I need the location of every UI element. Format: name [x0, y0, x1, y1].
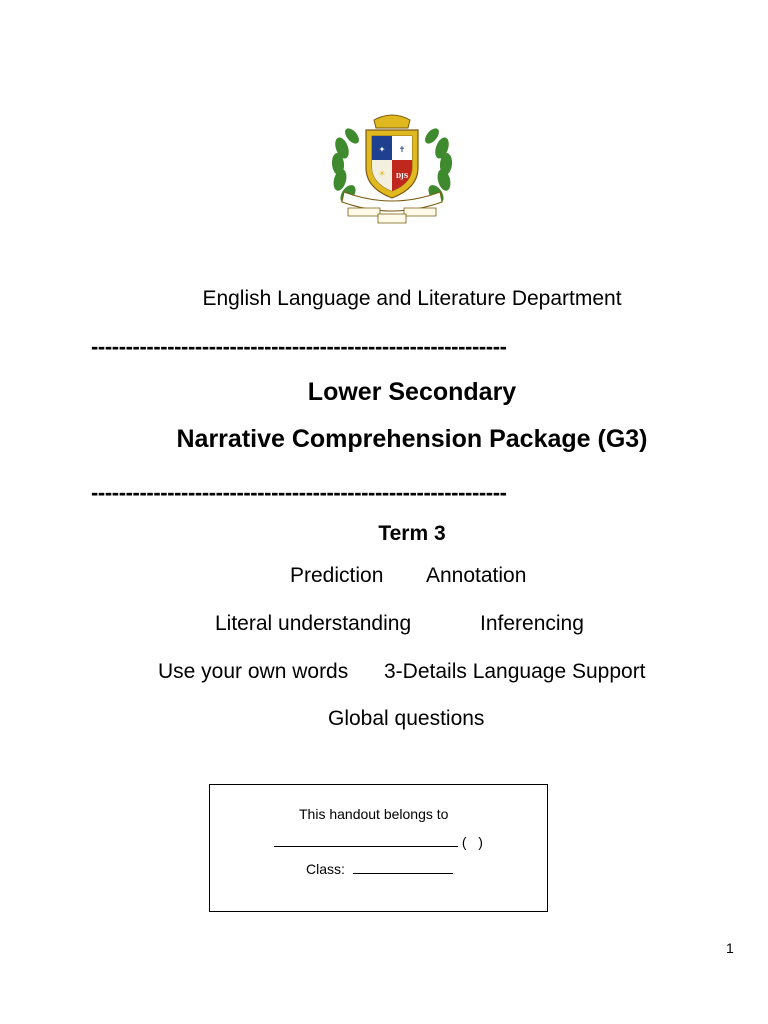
bottom-divider: ------------------------------------------------------------: [91, 482, 507, 504]
class-blank[interactable]: [353, 860, 453, 874]
class-label: Class:: [306, 861, 345, 877]
skill-3-details-language-support: 3-Details Language Support: [384, 660, 646, 683]
svg-text:✝: ✝: [398, 145, 406, 154]
skill-prediction: Prediction: [290, 564, 384, 587]
skill-literal-understanding: Literal understanding: [215, 612, 412, 635]
register-number-brackets: ( ): [461, 834, 483, 850]
level-title: Lower Secondary: [307, 378, 517, 406]
name-blank[interactable]: [274, 833, 458, 847]
package-title: Narrative Comprehension Package (G3): [176, 425, 648, 453]
term-label: Term 3: [378, 522, 446, 545]
page-number: 1: [726, 940, 734, 956]
class-line[interactable]: [306, 860, 453, 877]
skill-use-own-words: Use your own words: [158, 660, 349, 683]
svg-text:☀: ☀: [378, 169, 386, 178]
svg-text:✦: ✦: [378, 145, 386, 154]
svg-text:DJS: DJS: [395, 173, 409, 180]
top-divider: ------------------------------------------------------------: [91, 336, 507, 358]
skill-inferencing: Inferencing: [480, 612, 584, 635]
skill-annotation: Annotation: [426, 564, 527, 587]
department-name: English Language and Literature Department: [202, 287, 622, 310]
school-crest-logo: [330, 110, 454, 226]
name-line[interactable]: [274, 833, 483, 850]
handout-ownership-box: [209, 784, 548, 912]
skill-global-questions: Global questions: [328, 707, 485, 730]
handout-belongs-label: This handout belongs to: [299, 806, 449, 822]
